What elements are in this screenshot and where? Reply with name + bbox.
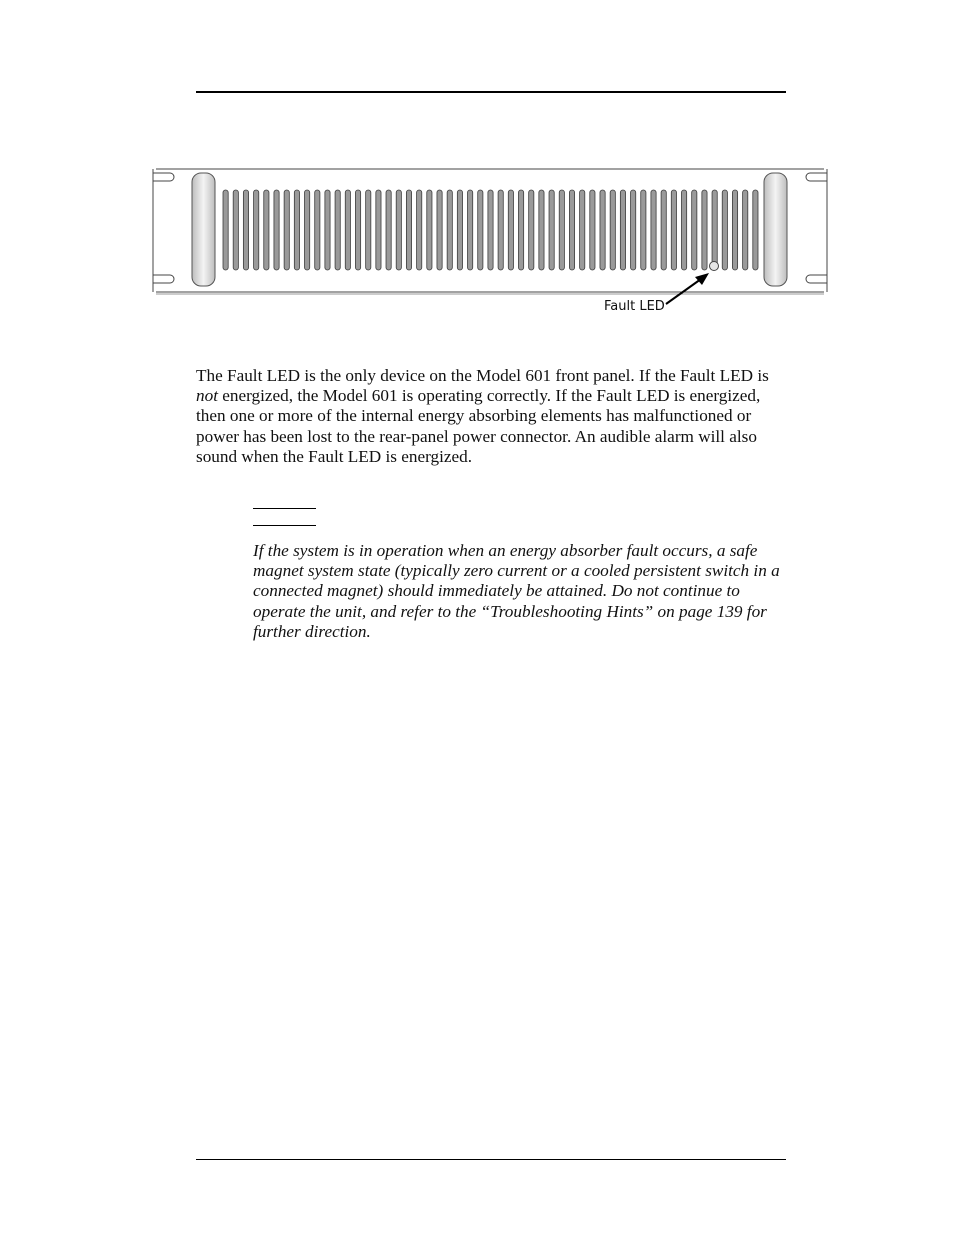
right-handle — [764, 173, 787, 286]
vent-slot — [457, 190, 462, 270]
vent-slot — [478, 190, 483, 270]
vent-slot — [437, 190, 442, 270]
vent-slot — [396, 190, 401, 270]
vent-slot — [264, 190, 269, 270]
vent-slot — [600, 190, 605, 270]
vent-slot — [661, 190, 666, 270]
vent-slot — [223, 190, 228, 270]
vent-slot — [539, 190, 544, 270]
vent-slot — [498, 190, 503, 270]
vent-slot — [488, 190, 493, 270]
left-mount-notch-bottom — [153, 275, 174, 283]
vent-slot — [681, 190, 686, 270]
vent-slot — [243, 190, 248, 270]
caution-rule-bottom — [253, 525, 316, 526]
vent-slot — [233, 190, 238, 270]
vent-slot — [722, 190, 727, 270]
callout-arrowhead — [695, 273, 709, 285]
vent-slot — [620, 190, 625, 270]
vent-slot — [610, 190, 615, 270]
vent-slot — [294, 190, 299, 270]
right-mount-notch-bottom — [806, 275, 827, 283]
vent-slot — [702, 190, 707, 270]
header-rule — [196, 91, 786, 93]
vent-slot — [712, 190, 717, 270]
vent-slot — [345, 190, 350, 270]
vent-slot — [518, 190, 523, 270]
vent-slot — [386, 190, 391, 270]
vent-slot — [651, 190, 656, 270]
vent-slot — [305, 190, 310, 270]
front-panel-drawing — [150, 165, 830, 325]
vent-slot — [406, 190, 411, 270]
vent-slot — [284, 190, 289, 270]
left-mount-notch-top — [153, 173, 174, 181]
fault-led — [710, 262, 719, 271]
fault-led-description — [196, 366, 788, 467]
right-mount-notch-top — [806, 173, 827, 181]
vent-slot — [427, 190, 432, 270]
vent-slot — [671, 190, 676, 270]
front-panel-figure — [150, 165, 830, 325]
vent-slot — [335, 190, 340, 270]
vent-slot — [315, 190, 320, 270]
caution-text: If the system is in operation when an energy absorber fault occurs, a safe magnet system state (typically zero current or a cooled persistent switch in a connected magnet) should immediately be attained. Do not continue to operate the unit, and refer to the “Troubleshooting Hints” on page 139 for further direction. — [253, 541, 780, 641]
vent-slot — [753, 190, 758, 270]
vent-slot — [529, 190, 534, 270]
vent-slot — [580, 190, 585, 270]
vent-slot — [468, 190, 473, 270]
vent-slot — [549, 190, 554, 270]
vent-slot — [325, 190, 330, 270]
description-emphasis: not — [196, 386, 218, 406]
vent-slot — [559, 190, 564, 270]
vent-slot — [355, 190, 360, 270]
vent-slot — [366, 190, 371, 270]
vent-slot — [590, 190, 595, 270]
vent-slot — [732, 190, 737, 270]
vent-slot — [447, 190, 452, 270]
vent-slot — [508, 190, 513, 270]
vent-slot — [376, 190, 381, 270]
description-part-1: The Fault LED is the only device on the Model 601 front panel. If the Fault LED is — [196, 366, 769, 385]
vent-slot — [692, 190, 697, 270]
fault-led-label: Fault LED — [604, 299, 665, 314]
vent-slot — [569, 190, 574, 270]
vent-slot — [417, 190, 422, 270]
vent-slot — [254, 190, 259, 270]
vent-slot — [274, 190, 279, 270]
vent-slot — [631, 190, 636, 270]
vent-slot — [743, 190, 748, 270]
description-part-2: energized, the Model 601 is operating correctly. If the Fault LED is energized, then one or more of the internal energy absorbing elements has malfunctioned or power has been lost to the rear-panel power connector. An audible alarm will also sound when the Fault LED is energized. — [196, 386, 761, 466]
vent-slot — [641, 190, 646, 270]
footer-rule — [196, 1159, 786, 1160]
vent-slots — [223, 190, 758, 270]
left-handle — [192, 173, 215, 286]
caution-rule-top — [253, 508, 316, 509]
